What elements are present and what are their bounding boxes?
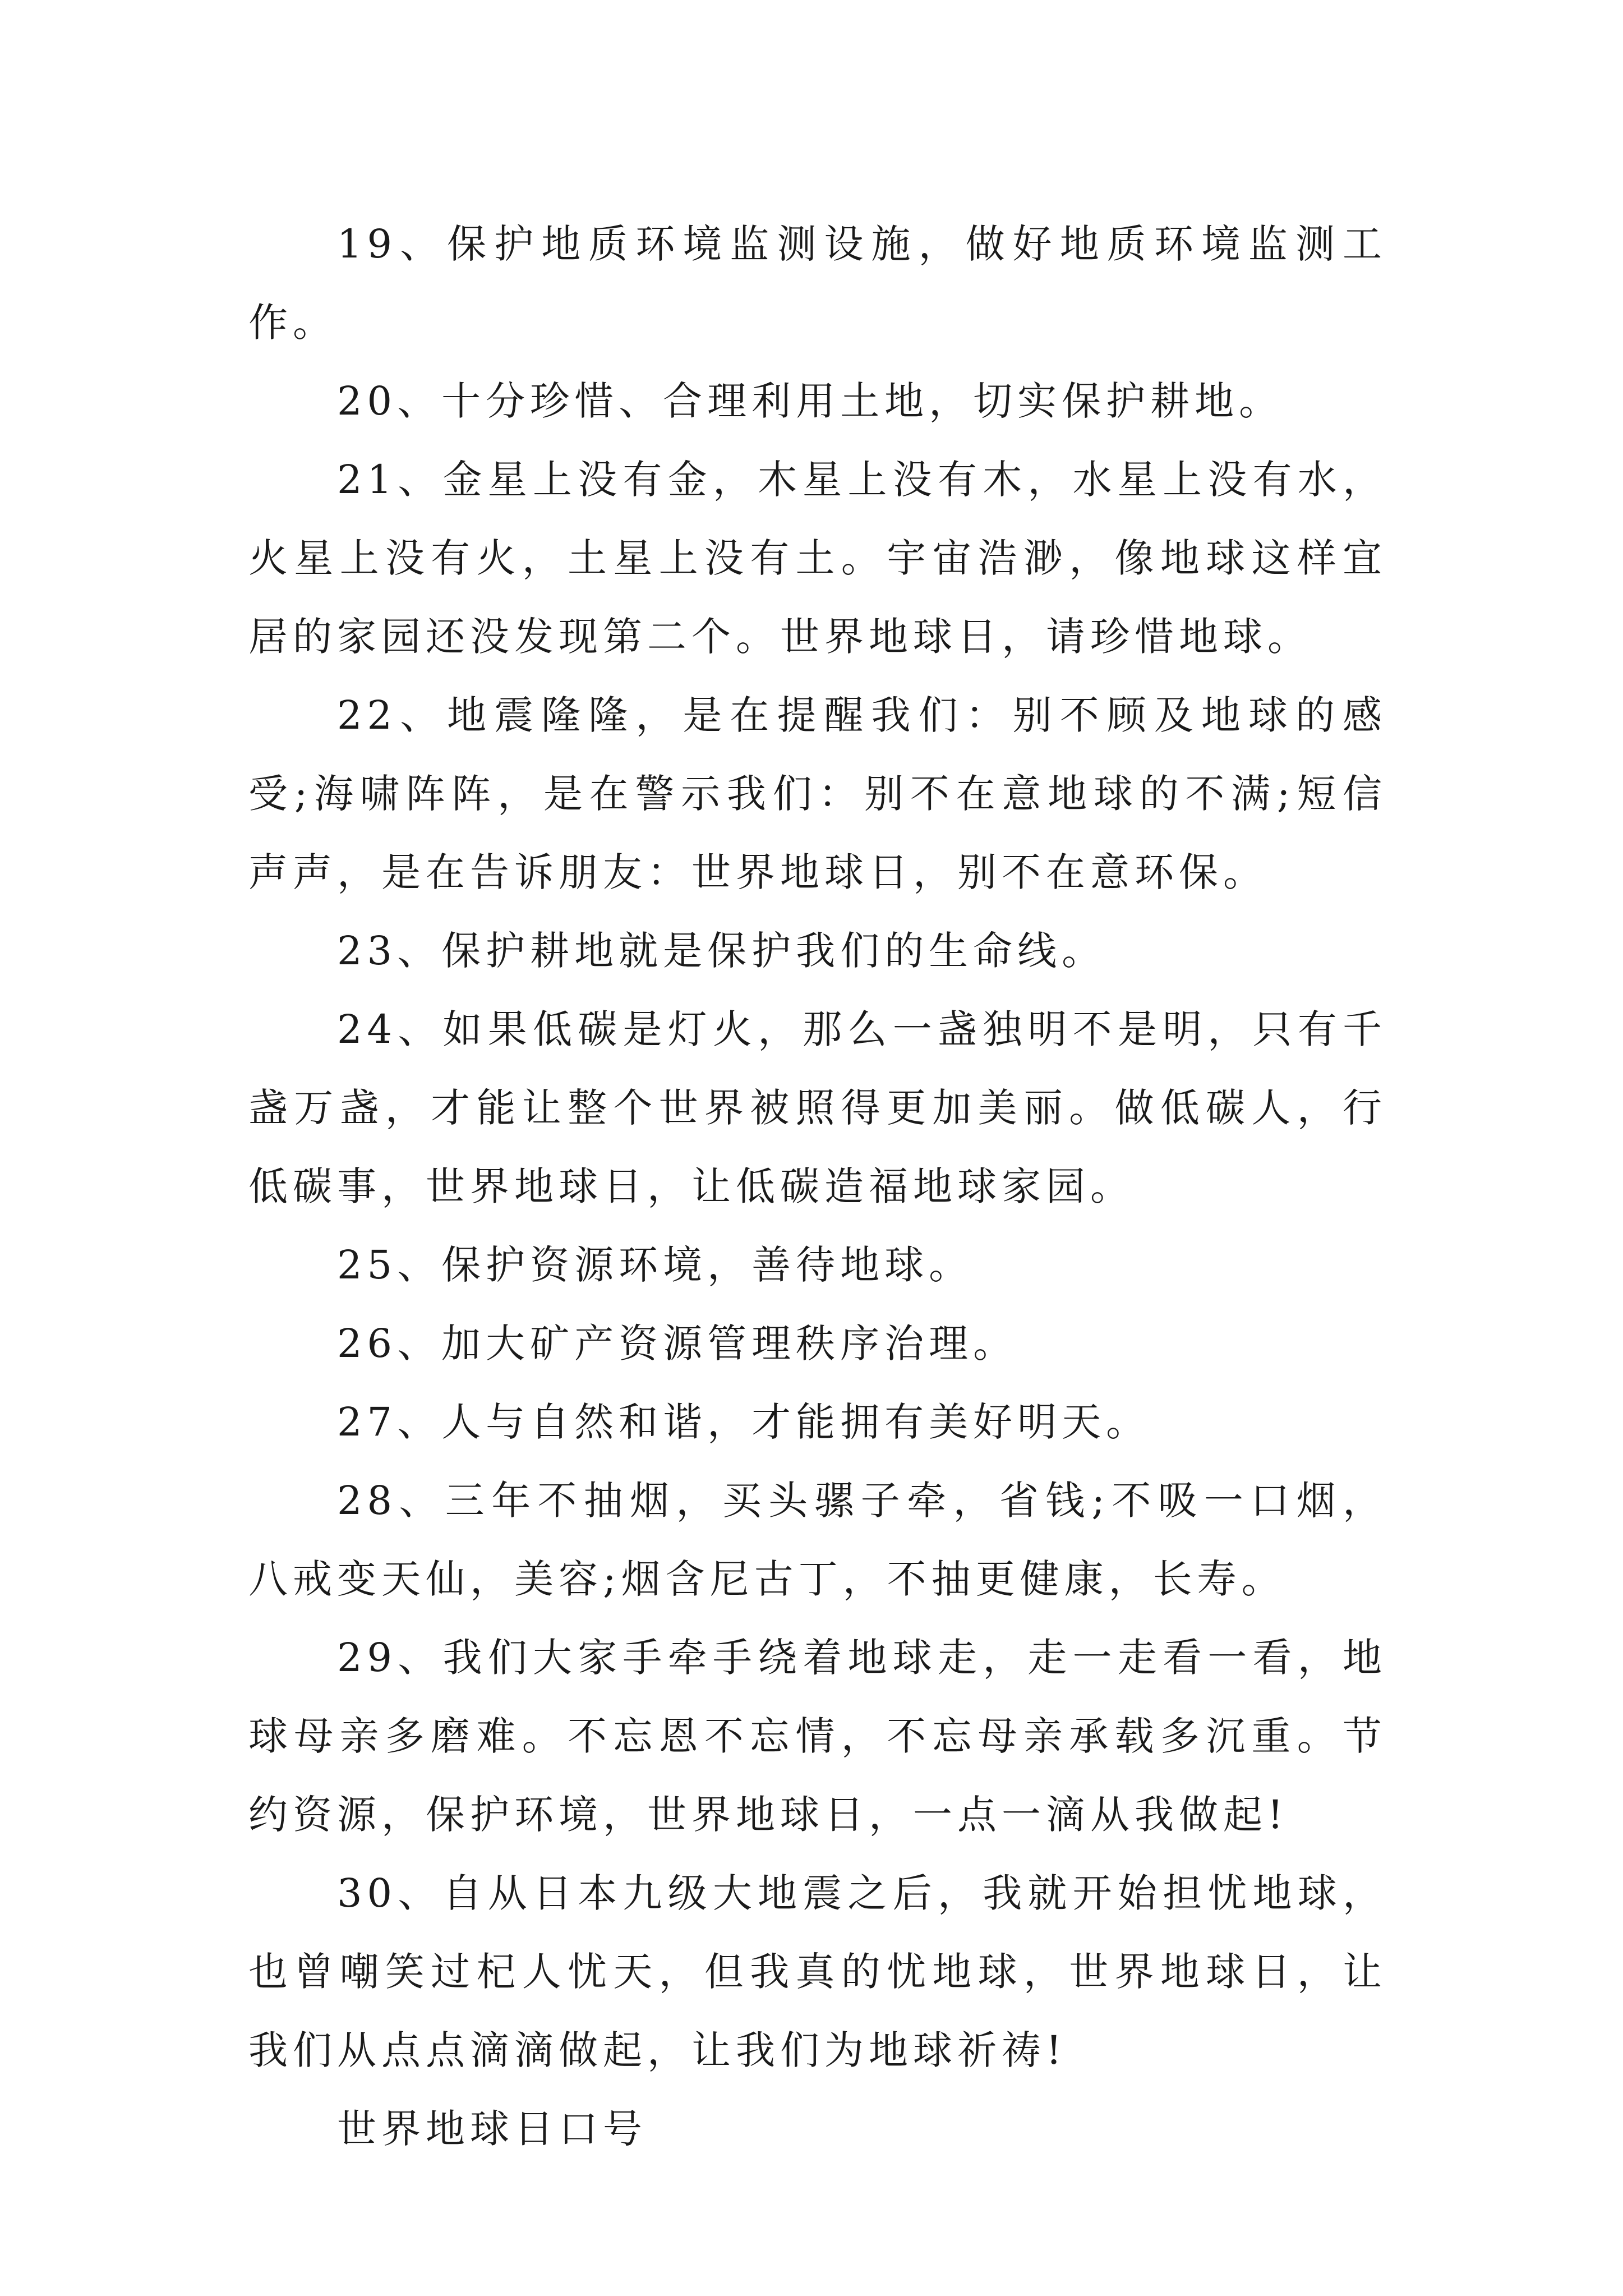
paragraph-27: 27、人与自然和谐，才能拥有美好明天。 bbox=[337, 1399, 1151, 1445]
document-body bbox=[248, 205, 1387, 2168]
paragraph-30: 30、自从日本九级大地震之后，我就开始担忧地球，也曾嘲笑过杞人忧天，但我真的忧地球，世界地球日，让我们从点点滴滴做起，让我们为地球祈祷! bbox=[248, 1870, 1387, 2073]
paragraph-20: 20、十分珍惜、合理利用土地，切实保护耕地。 bbox=[337, 378, 1284, 424]
paragraph-24: 24、如果低碳是灯火，那么一盏独明不是明，只有千盏万盏，才能让整个世界被照得更加美丽。做低碳人，行低碳事，世界地球日，让低碳造福地球家园。 bbox=[248, 1006, 1387, 1209]
section-heading: 世界地球日口号 bbox=[337, 2106, 647, 2152]
paragraph-21: 21、金星上没有金，木星上没有木，水星上没有水，火星上没有火，土星上没有土。宇宙浩渺，像地球这样宜居的家园还没发现第二个。世界地球日，请珍惜地球。 bbox=[248, 457, 1387, 660]
paragraph-29: 29、我们大家手牵手绕着地球走，走一走看一看，地球母亲多磨难。不忘恩不忘情，不忘母亲承载多沉重。节约资源，保护环境，世界地球日，一点一滴从我做起! bbox=[248, 1635, 1387, 1838]
paragraph-22: 22、地震隆隆，是在提醒我们：别不顾及地球的感受;海啸阵阵，是在警示我们：别不在意地球的不满;短信声声，是在告诉朋友：世界地球日，别不在意环保。 bbox=[248, 692, 1387, 895]
paragraph-23: 23、保护耕地就是保护我们的生命线。 bbox=[337, 928, 1106, 974]
paragraph-26: 26、加大矿产资源管理秩序治理。 bbox=[337, 1320, 1018, 1366]
paragraph-25: 25、保护资源环境，善待地球。 bbox=[337, 1242, 974, 1288]
paragraph-28: 28、三年不抽烟，买头骡子牵，省钱;不吸一口烟，八戒变天仙，美容;烟含尼古丁，不抽更健康，长寿。 bbox=[248, 1478, 1387, 1602]
paragraph-19: 19、保护地质环境监测设施，做好地质环境监测工作。 bbox=[248, 221, 1387, 346]
